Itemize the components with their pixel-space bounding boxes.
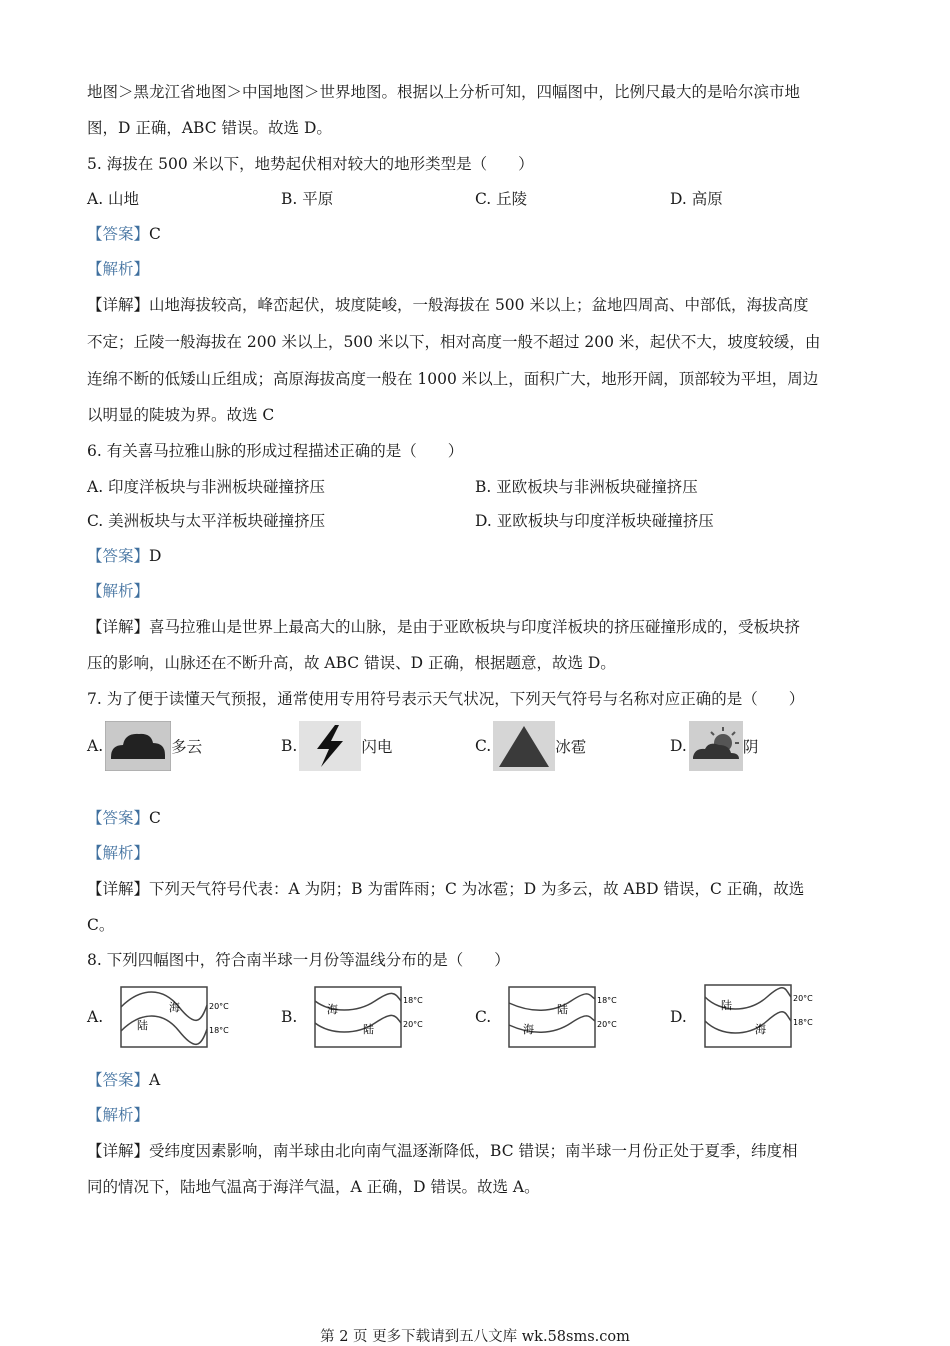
answer-7 <box>87 808 161 828</box>
label-bottom: 海 <box>523 1023 535 1036</box>
temp-top: 18°C <box>597 996 617 1005</box>
label-bottom: 陆 <box>363 1023 375 1036</box>
isotherm-diagram <box>297 983 427 1051</box>
answer-tag: 【答案】 <box>87 547 150 565</box>
label-top: 海 <box>169 1001 181 1014</box>
page-footer: 第 2 页 更多下载请到五八文库 wk.58sms.com <box>320 1329 630 1345</box>
option-letter: C. <box>475 737 492 755</box>
cloud-icon <box>105 721 171 771</box>
detail-5-line <box>87 295 808 315</box>
option-letter: D. <box>670 1008 687 1026</box>
option-name: 闪电 <box>361 738 393 756</box>
isotherm-diagram <box>491 983 621 1051</box>
label-bottom: 陆 <box>137 1019 149 1032</box>
q7-option-b <box>281 721 392 771</box>
q7-option-d <box>670 721 758 771</box>
q7-option-a <box>87 721 202 771</box>
q6-option-c: C. 美洲板块与太平洋板块碰撞挤压 <box>87 512 326 530</box>
analysis-tag: 【解析】 <box>87 1106 150 1124</box>
detail-8-line: 同的情况下，陆地气温高于海洋气温，A 正确，D 错误。故选 A。 <box>87 1178 540 1196</box>
option-letter: A. <box>87 737 104 755</box>
temp-bottom: 20°C <box>403 1020 424 1029</box>
q5-option-d: D. 高原 <box>670 190 723 208</box>
q5-option-b: B. 平原 <box>281 190 334 208</box>
detail-5-line: 连绵不断的低矮山丘组成；高原海拔高度一般在 1000 米以上，面积广大，地形开阔，顶部较为平坦，周边 <box>87 370 819 388</box>
isotherm-diagram <box>687 983 817 1051</box>
isotherm-map-a <box>87 983 233 1051</box>
q5-option-a: A. 山地 <box>87 190 140 208</box>
label-top: 陆 <box>720 999 732 1012</box>
detail-tag: 【详解】 <box>87 296 150 314</box>
temp-bottom: 18°C <box>792 1018 813 1027</box>
answer-value: D <box>149 547 162 565</box>
isotherm-map-c <box>475 983 621 1051</box>
text-line: 地图＞黑龙江省地图＞中国地图＞世界地图。根据以上分析可知，四幅图中，比例尺最大的是哈尔滨市地 <box>87 83 801 101</box>
sun-cloud-icon <box>689 721 743 771</box>
answer-8 <box>87 1070 160 1090</box>
detail-7-line <box>87 879 804 899</box>
detail-text: 山地海拔较高，峰峦起伏，坡度陡峻，一般海拔在 500 米以上；盆地四周高、中部低，海拔高度 <box>149 296 809 314</box>
option-name: 多云 <box>171 738 203 756</box>
detail-8-line <box>87 1141 797 1161</box>
option-name: 阴 <box>742 738 759 756</box>
isotherm-map-b <box>281 983 427 1051</box>
question-7: 7. 为了便于读懂天气预报，通常使用专用符号表示天气状况，下列天气符号与名称对应正确的是（ ） <box>87 690 805 708</box>
hail-triangle-icon <box>493 721 555 771</box>
q7-option-c <box>475 721 586 771</box>
temp-top: 20°C <box>209 1002 229 1011</box>
answer-tag: 【答案】 <box>87 1071 150 1089</box>
detail-tag: 【详解】 <box>87 880 150 898</box>
question-6: 6. 有关喜马拉雅山脉的形成过程描述正确的是（ ） <box>87 442 464 460</box>
option-letter: D. <box>670 737 687 755</box>
q6-option-a: A. 印度洋板块与非洲板块碰撞挤压 <box>87 478 326 496</box>
detail-5-line: 不定；丘陵一般海拔在 200 米以上，500 米以下，相对高度一般不超过 200 米，起伏不大，坡度较缓，由 <box>87 333 821 351</box>
detail-6-line <box>87 617 800 637</box>
detail-text: 受纬度因素影响，南半球由北向南气温逐渐降低，BC 错误；南半球一月份正处于夏季，纬度相 <box>149 1142 798 1160</box>
option-letter: B. <box>281 1008 298 1026</box>
analysis-tag: 【解析】 <box>87 844 150 862</box>
detail-tag: 【详解】 <box>87 618 150 636</box>
label-top: 陆 <box>557 1003 569 1016</box>
option-letter: B. <box>281 737 298 755</box>
detail-tag: 【详解】 <box>87 1142 150 1160</box>
analysis-tag: 【解析】 <box>87 260 150 278</box>
isotherm-map-d <box>670 983 817 1051</box>
option-letter: A. <box>87 1008 104 1026</box>
detail-text: 下列天气符号代表：A 为阴；B 为雷阵雨；C 为冰雹；D 为多云，故 ABD 错误，C 正确，故选 <box>149 880 805 898</box>
q5-option-c: C. 丘陵 <box>475 190 528 208</box>
lightning-icon <box>299 721 361 771</box>
answer-tag: 【答案】 <box>87 809 150 827</box>
answer-value: A <box>149 1071 161 1089</box>
detail-7-line: C。 <box>87 916 115 934</box>
temp-top: 20°C <box>792 994 813 1003</box>
q6-option-d: D. 亚欧板块与印度洋板块碰撞挤压 <box>475 512 714 530</box>
temp-bottom: 20°C <box>597 1020 617 1029</box>
option-letter: C. <box>475 1008 492 1026</box>
answer-6 <box>87 546 161 566</box>
answer-5 <box>87 224 161 244</box>
label-bottom: 海 <box>754 1023 766 1036</box>
answer-tag: 【答案】 <box>87 225 150 243</box>
q6-option-b: B. 亚欧板块与非洲板块碰撞挤压 <box>475 478 698 496</box>
answer-value: C <box>149 225 161 243</box>
detail-5-line: 以明显的陡坡为界。故选 C <box>87 406 275 424</box>
question-5: 5. 海拔在 500 米以下，地势起伏相对较大的地形类型是（ ） <box>87 155 534 173</box>
temp-top: 18°C <box>403 996 424 1005</box>
isotherm-diagram <box>103 983 233 1051</box>
text-line: 图，D 正确，ABC 错误。故选 D。 <box>87 119 332 137</box>
detail-6-line: 压的影响，山脉还在不断升高，故 ABC 错误、D 正确，根据题意，故选 D。 <box>87 654 616 672</box>
detail-text: 喜马拉雅山是世界上最高大的山脉，是由于亚欧板块与印度洋板块的挤压碰撞形成的，受板块挤 <box>149 618 801 636</box>
option-name: 冰雹 <box>555 738 587 756</box>
answer-value: C <box>149 809 161 827</box>
temp-bottom: 18°C <box>209 1026 229 1035</box>
analysis-tag: 【解析】 <box>87 582 150 600</box>
label-top: 海 <box>327 1003 339 1016</box>
question-8: 8. 下列四幅图中，符合南半球一月份等温线分布的是（ ） <box>87 951 510 969</box>
